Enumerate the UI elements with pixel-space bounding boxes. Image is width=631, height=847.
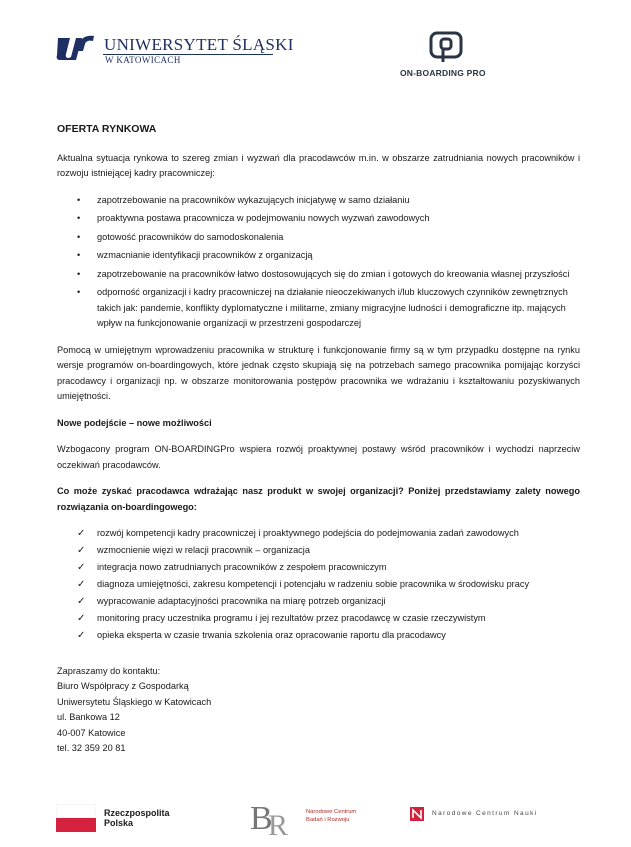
document-body [57,122,580,757]
ncn-logo-text: Narodowe Centrum Nauki [432,810,538,817]
ncn-logo-icon [410,807,424,821]
contact-block [57,664,580,757]
list-item: ✓ diagnoza umiejętności, zakresu kompetencji i potencjału w radzeniu sobie pracownika w środowisku pracy [57,577,580,593]
list-item: ✓ opieka eksperta w czasie trwania szkolenia oraz opracowanie raportu dla pracodawcy [57,628,580,644]
subheading: Nowe podejście – nowe możliwości [57,417,212,428]
onboarding-logo-text: ON-BOARDING PRO [400,68,486,78]
bullet-icon: • [77,287,81,297]
checkmark-icon: ✓ [77,613,86,624]
contact-line: 40-007 Katowice [57,727,126,738]
bullet-icon: • [77,268,81,279]
university-city: W KATOWICACH [105,55,181,65]
svg-text:R: R [268,809,289,839]
paragraph-2: Pomocą w umiejętnym wprowadzeniu pracownika w strukturę i funkcjonowanie firmy są w tym przypadku dostępne na rynku wersje programów on-boardingowych, które jednak często skupiają się na potrzebach samego pracownika pomijając korzyści pracodawcy i organizacji np. w obszarze monitorowania postępów pracownika we wdrażaniu i kształtowaniu pozyskiwanych umiejętności. [57,344,580,401]
bullet-icon: • [77,213,81,223]
list-item: • zapotrzebowanie na pracowników wykazujących inicjatywę w samo działaniu [57,193,580,209]
list-item: • wzmacnianie identyfikacji pracowników z organizacją [57,248,580,264]
contact-line: Uniwersytetu Śląskiego w Katowicach [57,696,212,707]
onboarding-logo-icon [429,31,463,63]
checkmark-icon: ✓ [77,630,86,641]
bullet-icon: • [77,250,81,260]
ncbr-logo-text: Narodowe Centrum Badań i Rozwoju [306,809,357,823]
paragraph-3: Wzbogacony program ON-BOARDINGPro wspiera rozwój proaktywnej postawy wśród pracowników i wychodzi naprzeciw oczekiwań pracodawców. [57,444,580,470]
ncbr-logo-icon [248,795,298,839]
bullet-icon: • [77,194,81,205]
rzeczpospolita-logo-text: Rzeczpospolita Polska [104,808,170,828]
challenges-list [57,193,580,332]
list-item: ✓ monitoring pracy uczestnika programu i jej rezultatów przez pracodawcę w czasie rzeczywistym [57,611,580,627]
list-item: ✓ wypracowanie adaptacyjności pracownika na miarę potrzeb organizacji [57,594,580,610]
list-item: ✓ integracja nowo zatrudnianych pracowników z zespołem pracowniczym [57,560,580,576]
list-item: ✓ rozwój kompetencji kadry pracowniczej i proaktywnego podejścia do podejmowania zadań zawodowych [57,526,580,542]
university-name: UNIWERSYTET ŚLĄSKI [104,35,294,54]
checkmark-icon: ✓ [77,596,86,607]
checkmark-icon: ✓ [77,562,86,573]
bullet-icon: • [77,231,81,242]
university-logo-icon [56,32,96,64]
question-paragraph: Co może zyskać pracodawca wdrażając nasz produkt w swojej organizacji? Poniżej przedstawiamy zalety nowego rozwiązania on-boardingowego: [57,486,580,512]
list-item: • odporność organizacji i kadry pracowniczej na działanie nieoczekiwanych i/lub kluczowych czynników zewnętrznych takich jak: pandemie, konflikty dyplomatyczne i militarne, zmiany migracyjne ludności i demograficzne itp. mających wpływ na funkcjonowanie organizacji w przestrzeni gospodarczej [77,287,568,328]
list-item: • gotowość pracowników do samodoskonalenia [57,230,580,246]
list-item: • zapotrzebowanie na pracowników łatwo dostosowujących się do zmian i gotowych do kreowania własnej przyszłości [57,267,580,283]
checkmark-icon: ✓ [77,528,86,539]
contact-line: tel. 32 359 20 81 [57,743,126,753]
intro-paragraph: Aktualna sytuacja rynkowa to szereg zmian i wyzwań dla pracodawców m.in. w obszarze zatrudniania nowych pracowników i rozwoju istniejącej kadry pracowniczej: [57,152,580,178]
footer [0,790,631,847]
svg-text:B: B [250,800,273,837]
polish-flag-icon [56,804,96,832]
checkmark-icon: ✓ [77,579,86,590]
contact-line: Zapraszamy do kontaktu: [57,665,161,676]
benefits-list [57,526,580,644]
contact-line: Biuro Współpracy z Gospodarką [57,681,189,691]
document-title: OFERTA RYNKOWA [57,123,157,135]
list-item: • proaktywna postawa pracownicza w podejmowaniu nowych wyzwań zawodowych [57,211,580,227]
header [0,0,631,110]
checkmark-icon: ✓ [77,545,86,556]
contact-line: ul. Bankowa 12 [57,712,120,722]
list-item: ✓ wzmocnienie więzi w relacji pracownik – organizacja [57,543,580,559]
